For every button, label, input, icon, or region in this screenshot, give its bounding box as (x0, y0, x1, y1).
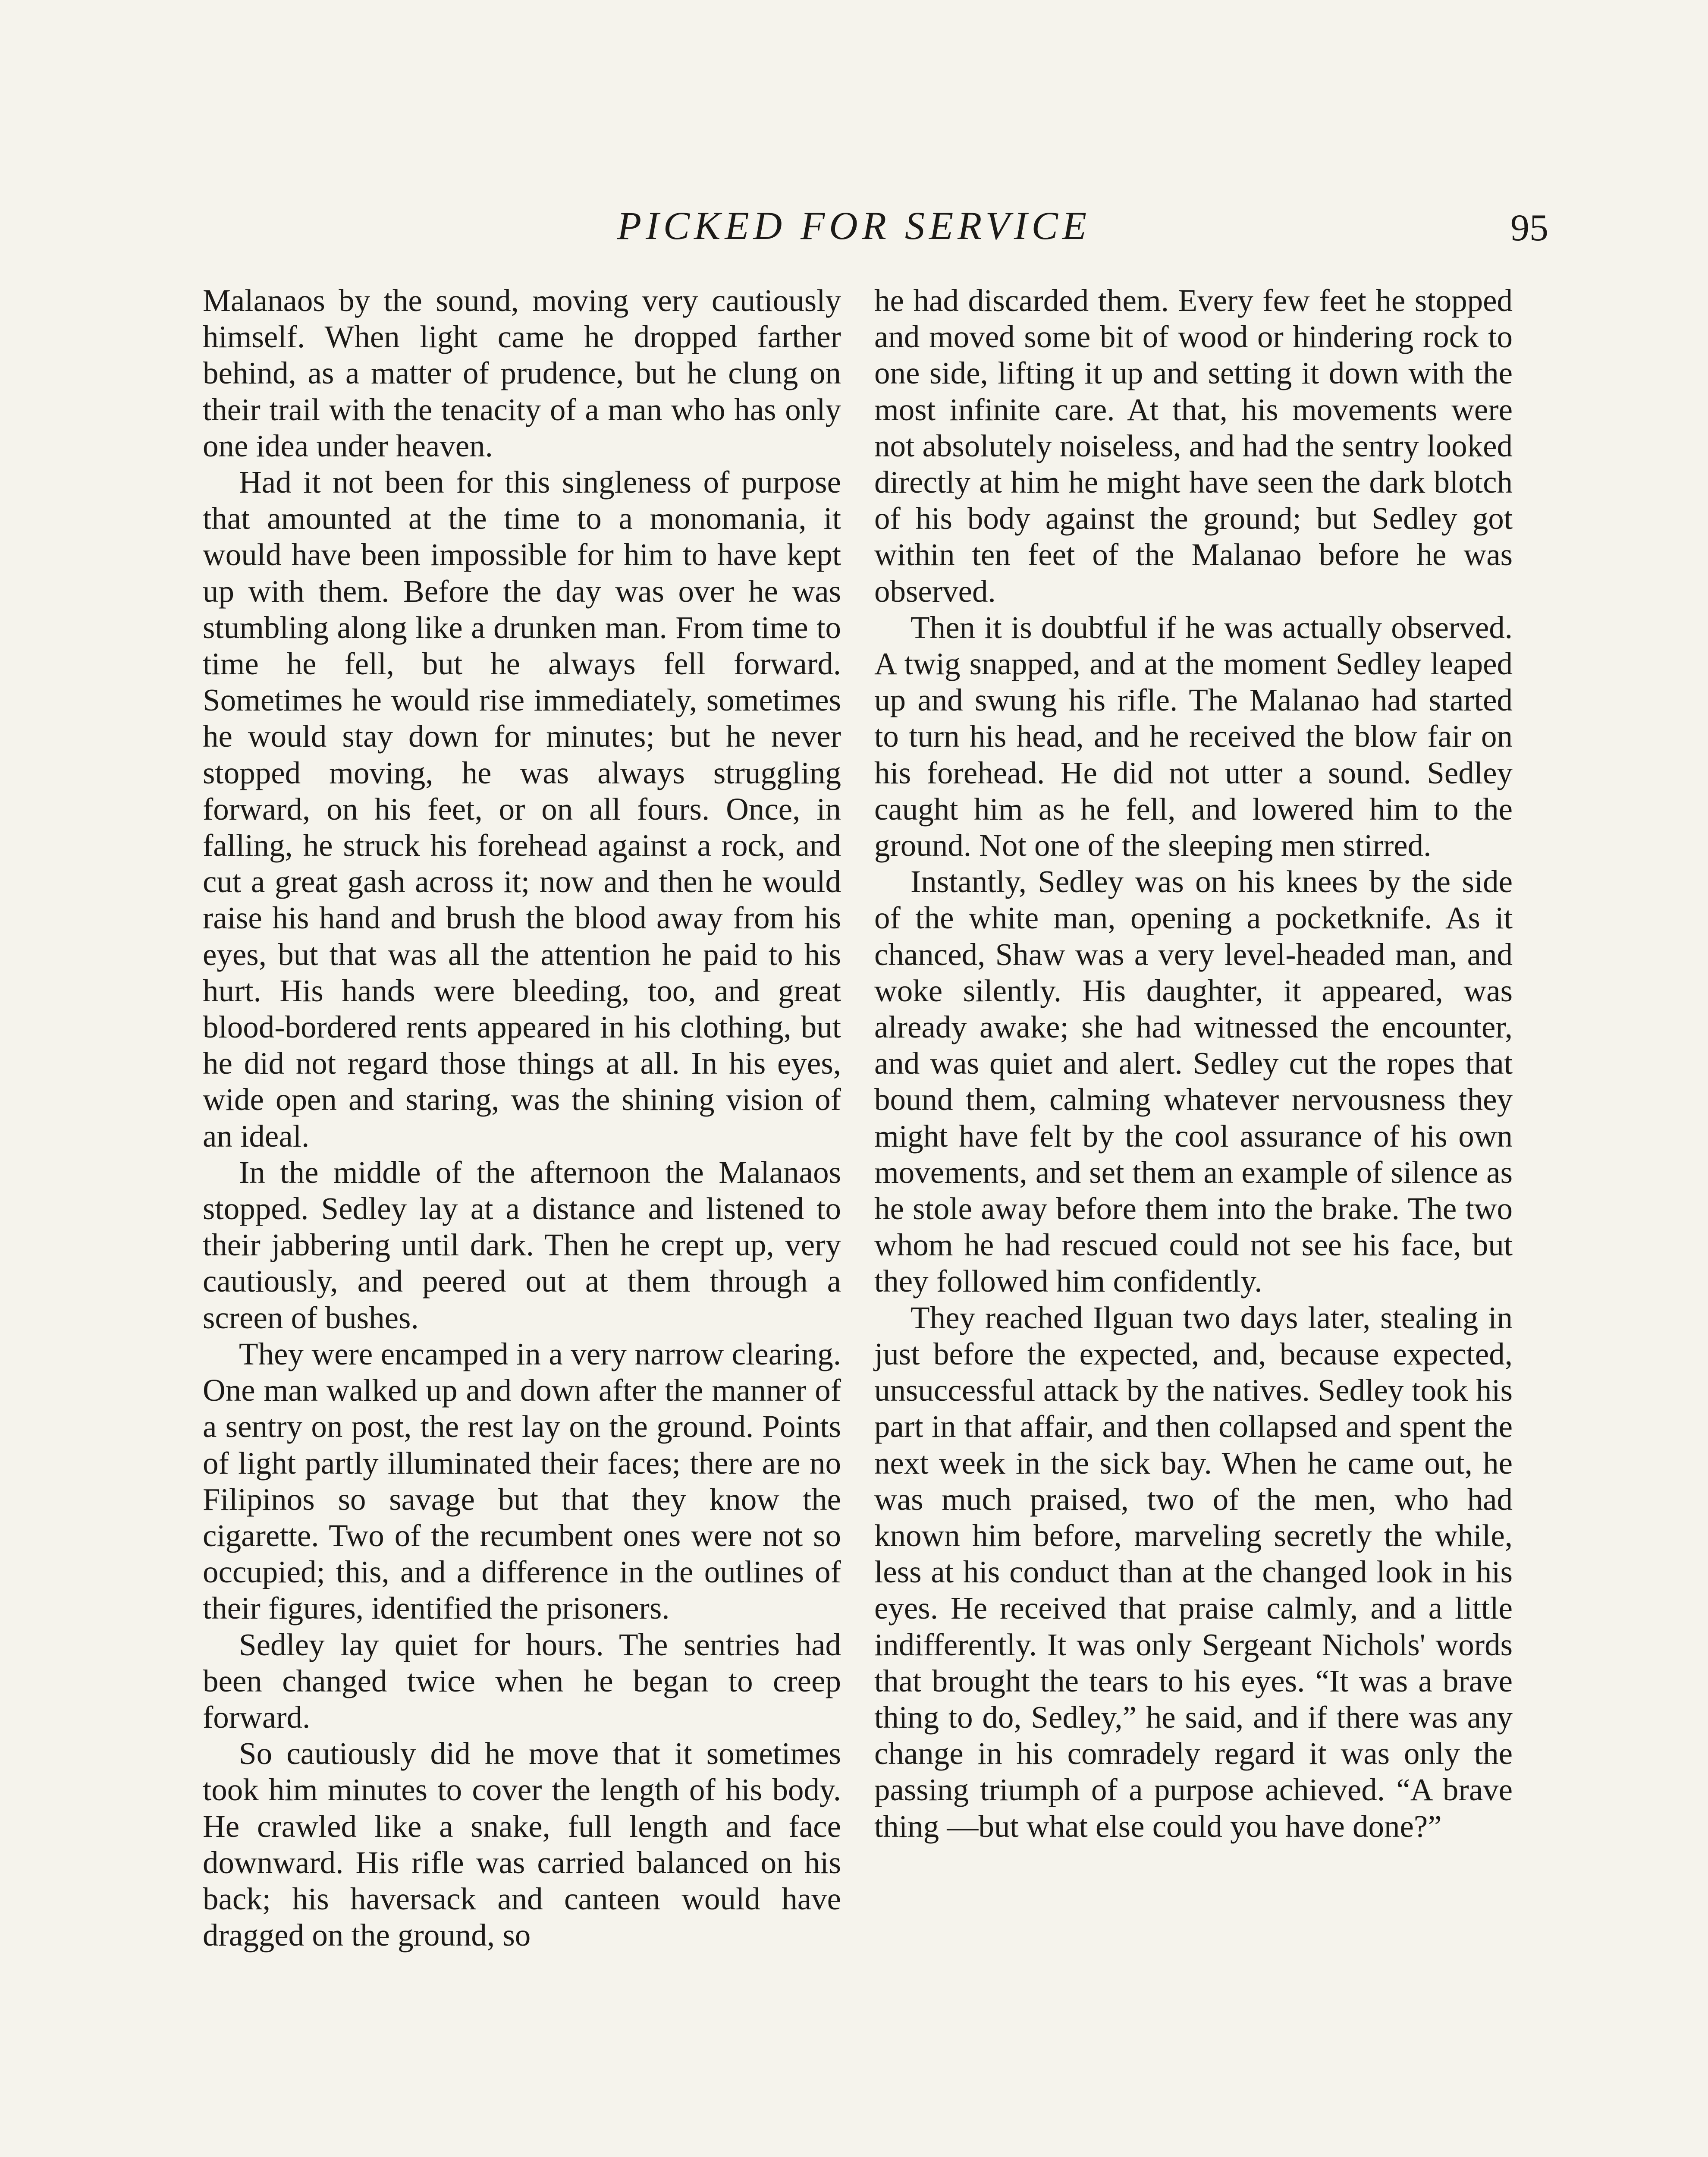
page-number: 95 (1510, 207, 1548, 249)
paragraph: Malanaos by the sound, moving very cautiously himself. When light came he dropped farther behind, as a matter of prudence, but he clung on their trail with the tenacity of a man who has only one idea under heaven. (203, 283, 841, 463)
text-column-left (203, 283, 841, 1953)
running-title: PICKED FOR SERVICE (617, 204, 1091, 248)
paragraph: he had discarded them. Every few feet he stopped and moved some bit of wood or hindering rock to one side, lifting it up and setting it down with the most infinite care. At that, his movements were not absolutely noiseless, and had the sentry looked directly at him he might have seen the dark blotch of his body against the ground; but Sedley got within ten feet of the Malanao before he was observed. (874, 283, 1513, 609)
paragraph: Had it not been for this singleness of purpose that amounted at the time to a monomania, it would have been impossible for him to have kept up with them. Before the day was over he was stumbling along like a drunken man. From time to time he fell, but he always fell forward. Sometimes he would rise immediately, sometimes he would stay down for minutes; but he never stopped moving, he was always struggling forward, on his feet, or on all fours. Once, in falling, he struck his forehead against a rock, and cut a great gash across it; now and then he would raise his hand and brush the blood away from his eyes, but that was all the attention he paid to his hurt. His hands were bleeding, too, and great blood-bordered rents appeared in his clothing, but he did not regard those things at all. In his eyes, wide open and staring, was the shining vision of an ideal. (203, 465, 841, 1154)
text-column-right (874, 283, 1513, 1845)
paragraph: Instantly, Sedley was on his knees by the side of the white man, opening a pocketknife. As it chanced, Shaw was a very level-headed man, and woke silently. His daughter, it appeared, was already awake; she had witnessed the encounter, and was quiet and alert. Sedley cut the ropes that bound them, calming whatever nervousness they might have felt by the cool assurance of his own movements, and set them an example of silence as he stole away before them into the brake. The two whom he had rescued could not see his face, but they followed him confidently. (874, 864, 1513, 1299)
paragraph: In the middle of the afternoon the Malanaos stopped. Sedley lay at a distance and listened to their jabbering until dark. Then he crept up, very cautiously, and peered out at them through a screen of bushes. (203, 1154, 841, 1335)
paragraph: Then it is doubtful if he was actually observed. A twig snapped, and at the moment Sedley leaped up and swung his rifle. The Malanao had started to turn his head, and he received the blow fair on his forehead. He did not utter a sound. Sedley caught him as he fell, and lowered him to the ground. Not one of the sleeping men stirred. (874, 610, 1513, 863)
paragraph: Sedley lay quiet for hours. The sentries had been changed twice when he began to creep forward. (203, 1627, 841, 1735)
paragraph: So cautiously did he move that it sometimes took him minutes to cover the length of his body. He crawled like a snake, full length and face downward. His rifle was carried balanced on his back; his haversack and canteen would have dragged on the ground, so (203, 1736, 841, 1953)
paragraph: They were encamped in a very narrow clearing. One man walked up and down after the manner of a sentry on post, the rest lay on the ground. Points of light partly illuminated their faces; there are no Filipinos so savage but that they know the cigarette. Two of the recumbent ones were not so occupied; this, and a difference in the outlines of their figures, identified the prisoners. (203, 1336, 841, 1626)
paragraph: They reached Ilguan two days later, stealing in just before the expected, and, because expected, unsuccessful attack by the natives. Sedley took his part in that affair, and then collapsed and spent the next week in the sick bay. When he came out, he was much praised, two of the men, who had known him before, marveling secretly the while, less at his conduct than at the changed look in his eyes. He received that praise calmly, and a little indifferently. It was only Sergeant Nichols' words that brought the tears to his eyes. “It was a brave thing to do, Sedley,” he said, and if there was any change in his comradely regard it was only the passing triumph of a purpose achieved. “A brave thing —but what else could you have done?” (874, 1300, 1513, 1844)
